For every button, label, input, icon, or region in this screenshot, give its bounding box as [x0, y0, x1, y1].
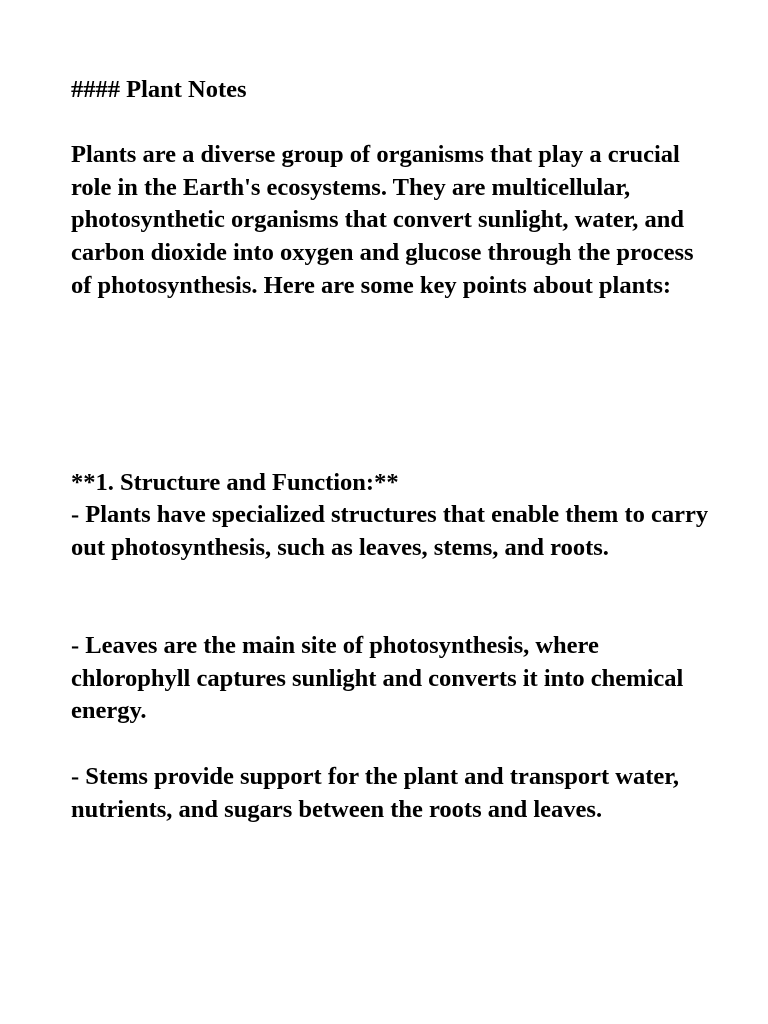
- document-heading: #### Plant Notes: [71, 76, 247, 103]
- section-title: **1. Structure and Function:**: [71, 469, 399, 496]
- bullet-point: - Leaves are the main site of photosynthesis, where chlorophyll captures sunlight and converts it into chemical energy.: [71, 632, 684, 725]
- bullet-point: - Plants have specialized structures that enable them to carry out photosynthesis, such as leaves, stems, and roots.: [71, 501, 709, 561]
- intro-paragraph: Plants are a diverse group of organisms that play a crucial role in the Earth's ecosystems. They are multicellular, photosynthetic organisms that convert sunlight, water, and carbon dioxide into oxygen and glucose through the process of photosynthesis. Here are some key points about plants:: [71, 141, 694, 299]
- bullet-point: - Stems provide support for the plant and transport water, nutrients, and sugars between the roots and leaves.: [71, 763, 679, 823]
